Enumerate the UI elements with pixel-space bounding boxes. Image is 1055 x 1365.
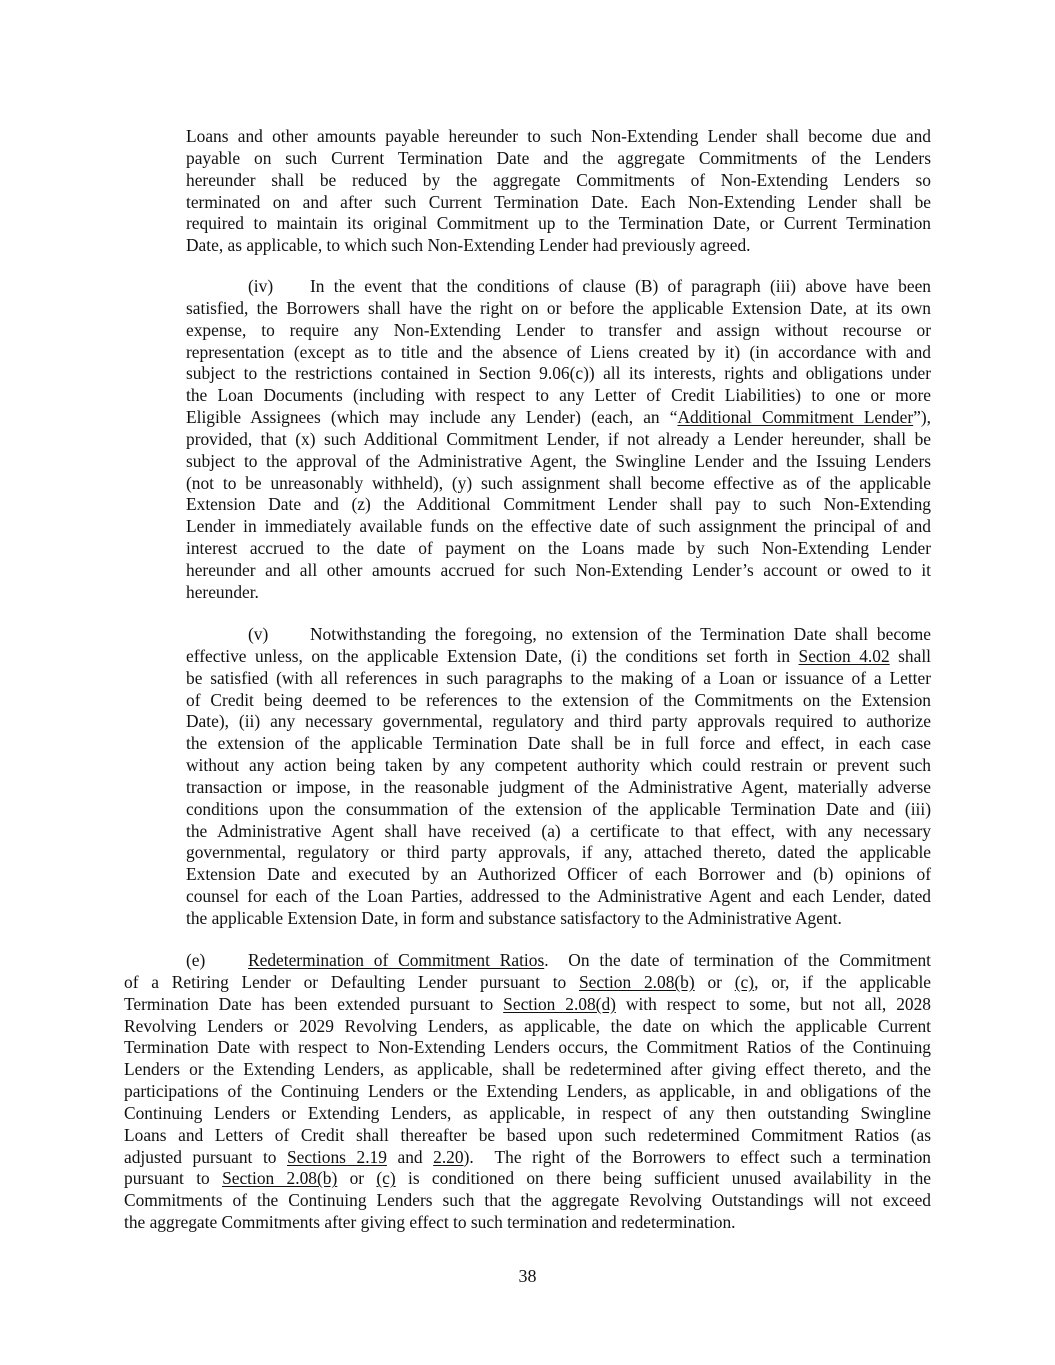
paragraph-iv	[186, 276, 931, 604]
section-reference: (c)	[376, 1168, 396, 1189]
text-fragment: effective unless, on the applicable Extension Date, (i) the conditions set forth in	[186, 645, 799, 666]
text-line: the applicable Extension Date, in form and substance satisfactory to the Administrative Agent.	[186, 907, 842, 928]
text-line: payable on such Current Termination Date and the aggregate Commitments of the Lenders	[186, 147, 931, 168]
text-line	[124, 1147, 931, 1169]
section-reference: Section 4.02	[798, 645, 890, 666]
text-line: the extension of the applicable Termination Date shall be in full force and effect, in each case	[186, 733, 931, 754]
text-line: Lenders or the Extending Lenders, as applicable, shall be redetermined after giving effect thereto, and the	[124, 1059, 931, 1080]
text-fragment: pursuant to	[124, 1168, 223, 1189]
section-reference: Section 2.08(b)	[579, 971, 695, 992]
text-line	[124, 972, 931, 994]
text-line: the Administrative Agent shall have received (a) a certificate to that effect, with any necessary	[186, 820, 931, 841]
text-line: Extension Date and executed by an Authorized Officer of each Borrower and (b) opinions of	[186, 864, 931, 885]
text-line	[186, 276, 931, 298]
text-fragment: Termination Date has been extended pursuant to	[124, 993, 504, 1014]
clause-marker: (e)	[186, 950, 206, 970]
text-fragment: adjusted pursuant to	[124, 1146, 288, 1167]
text-line: Continuing Lenders or Extending Lenders, as applicable, in respect of any then outstanding Swingline	[124, 1102, 931, 1123]
text-line: expense, to require any Non-Extending Lender to transfer and assign without recourse or	[186, 319, 931, 340]
text-fragment: with respect to some, but not all, 2028	[615, 993, 931, 1014]
text-line: terminated on and after such Current Termination Date. Each Non-Extending Lender shall be	[186, 191, 931, 212]
section-reference: (c)	[734, 971, 755, 992]
text-line: Date), (ii) any necessary governmental, regulatory and third party approvals required to authorize	[186, 711, 931, 732]
text-fragment: or	[694, 971, 735, 992]
section-reference: Section 2.08(d)	[503, 993, 616, 1014]
defined-term: Additional Commitment Lender	[677, 407, 914, 428]
text-line: Termination Date with respect to Non-Extending Lenders occurs, the Commitment Ratios of the Continuing	[124, 1037, 931, 1058]
text-line	[124, 1168, 931, 1190]
text-line	[124, 950, 931, 972]
text-line: governmental, regulatory or third party approvals, if any, attached thereto, dated the applicable	[186, 842, 931, 863]
text-fragment: or	[337, 1168, 377, 1189]
section-heading: Redetermination of Commitment Ratios	[248, 950, 545, 970]
paragraph-e	[124, 950, 931, 1234]
text-line: (not to be unreasonably withheld), (y) such assignment shall become effective as of the applicable	[186, 472, 931, 493]
text-line: hereunder shall be reduced by the aggregate Commitments of Non-Extending Lenders so	[186, 169, 931, 190]
text-line: subject to the restrictions contained in Section 9.06(c)) all its interests, rights and obligations under	[186, 363, 931, 384]
text-line: satisfied, the Borrowers shall have the right on or before the applicable Extension Date, at its own	[186, 297, 931, 318]
text-line: representation (except as to title and the absence of Liens created by it) (in accordance with and	[186, 341, 931, 362]
text-fragment: , or, if the applicable	[754, 971, 932, 992]
text-line: hereunder.	[186, 581, 259, 602]
section-reference: Section 2.08(b)	[222, 1168, 338, 1189]
clause-marker: (v)	[248, 624, 269, 644]
page-number: 38	[518, 1266, 537, 1286]
text-line: subject to the approval of the Administrative Agent, the Swingline Lender and the Issuing Lenders	[186, 450, 931, 471]
text-line	[186, 624, 931, 646]
paragraph-v	[186, 624, 931, 930]
text-line	[186, 407, 931, 429]
text-fragment: Eligible Assignees (which may include any Lender) (each, an “	[186, 407, 678, 428]
text-line: be satisfied (with all references in such paragraphs to the making of a Loan or issuance of a Letter	[186, 667, 931, 688]
text-fragment: is conditioned on there being sufficient unused availability in the	[395, 1168, 931, 1189]
paragraph-continuation	[186, 126, 931, 257]
section-reference: Sections 2.19	[287, 1146, 387, 1167]
text-fragment: . On the date of termination of the Commitment	[544, 950, 931, 970]
text-line	[186, 646, 931, 668]
text-fragment: ”),	[913, 407, 931, 428]
text-line: transaction or impose, in the reasonable judgment of the Administrative Agent, materially adverse	[186, 776, 931, 797]
text-line: Lender in immediately available funds on the effective date of such assignment the principal of and	[186, 516, 931, 537]
text-line: Commitments of the Continuing Lenders such that the aggregate Revolving Outstandings will not exceed	[124, 1190, 931, 1211]
text-line: without any action being taken by any competent authority which could restrain or prevent such	[186, 755, 931, 776]
text-fragment: of a Retiring Lender or Defaulting Lender pursuant to	[124, 971, 580, 992]
text-line: Extension Date and (z) the Additional Commitment Lender shall pay to such Non-Extending	[186, 494, 931, 515]
text-line: counsel for each of the Loan Parties, addressed to the Administrative Agent and each Lender, dated	[186, 886, 931, 907]
clause-marker: (iv)	[248, 276, 274, 296]
section-reference: 2.20	[433, 1146, 464, 1167]
text-line: Date, as applicable, to which such Non-Extending Lender had previously agreed.	[186, 235, 751, 256]
text-line: the Loan Documents (including with respect to any Letter of Credit Liabilities) to one or more	[186, 385, 931, 406]
text-fragment: ). The right of the Borrowers to effect such a termination	[463, 1146, 931, 1167]
text-line	[124, 994, 931, 1016]
text-line: Loans and other amounts payable hereunder to such Non-Extending Lender shall become due and	[186, 126, 931, 146]
text-line: provided, that (x) such Additional Commitment Lender, if not already a Lender hereunder, shall be	[186, 428, 931, 449]
text-fragment: and	[386, 1146, 434, 1167]
text-line: conditions upon the consummation of the extension of the applicable Termination Date and (iii)	[186, 798, 931, 819]
text-line: Loans and Letters of Credit shall thereafter be based upon such redetermined Commitment Ratios (as	[124, 1124, 931, 1145]
clause-text: In the event that the conditions of clause (B) of paragraph (iii) above have been	[310, 276, 931, 296]
text-line: hereunder and all other amounts accrued for such Non-Extending Lender’s account or owed to it	[186, 559, 931, 580]
text-line: interest accrued to the date of payment on the Loans made by such Non-Extending Lender	[186, 538, 931, 559]
clause-text: Notwithstanding the foregoing, no extension of the Termination Date shall become	[310, 624, 931, 644]
text-line: Revolving Lenders or 2029 Revolving Lenders, as applicable, the date on which the applicable Current	[124, 1015, 931, 1036]
text-line: of Credit being deemed to be references to the extension of the Commitments on the Extension	[186, 689, 931, 710]
text-line: participations of the Continuing Lenders or the Extending Lenders, as applicable, in and obligations of the	[124, 1081, 931, 1102]
text-fragment: shall	[889, 645, 931, 666]
text-line: required to maintain its original Commitment up to the Termination Date, or Current Termination	[186, 213, 931, 234]
text-line: the aggregate Commitments after giving effect to such termination and redetermination.	[124, 1212, 736, 1233]
